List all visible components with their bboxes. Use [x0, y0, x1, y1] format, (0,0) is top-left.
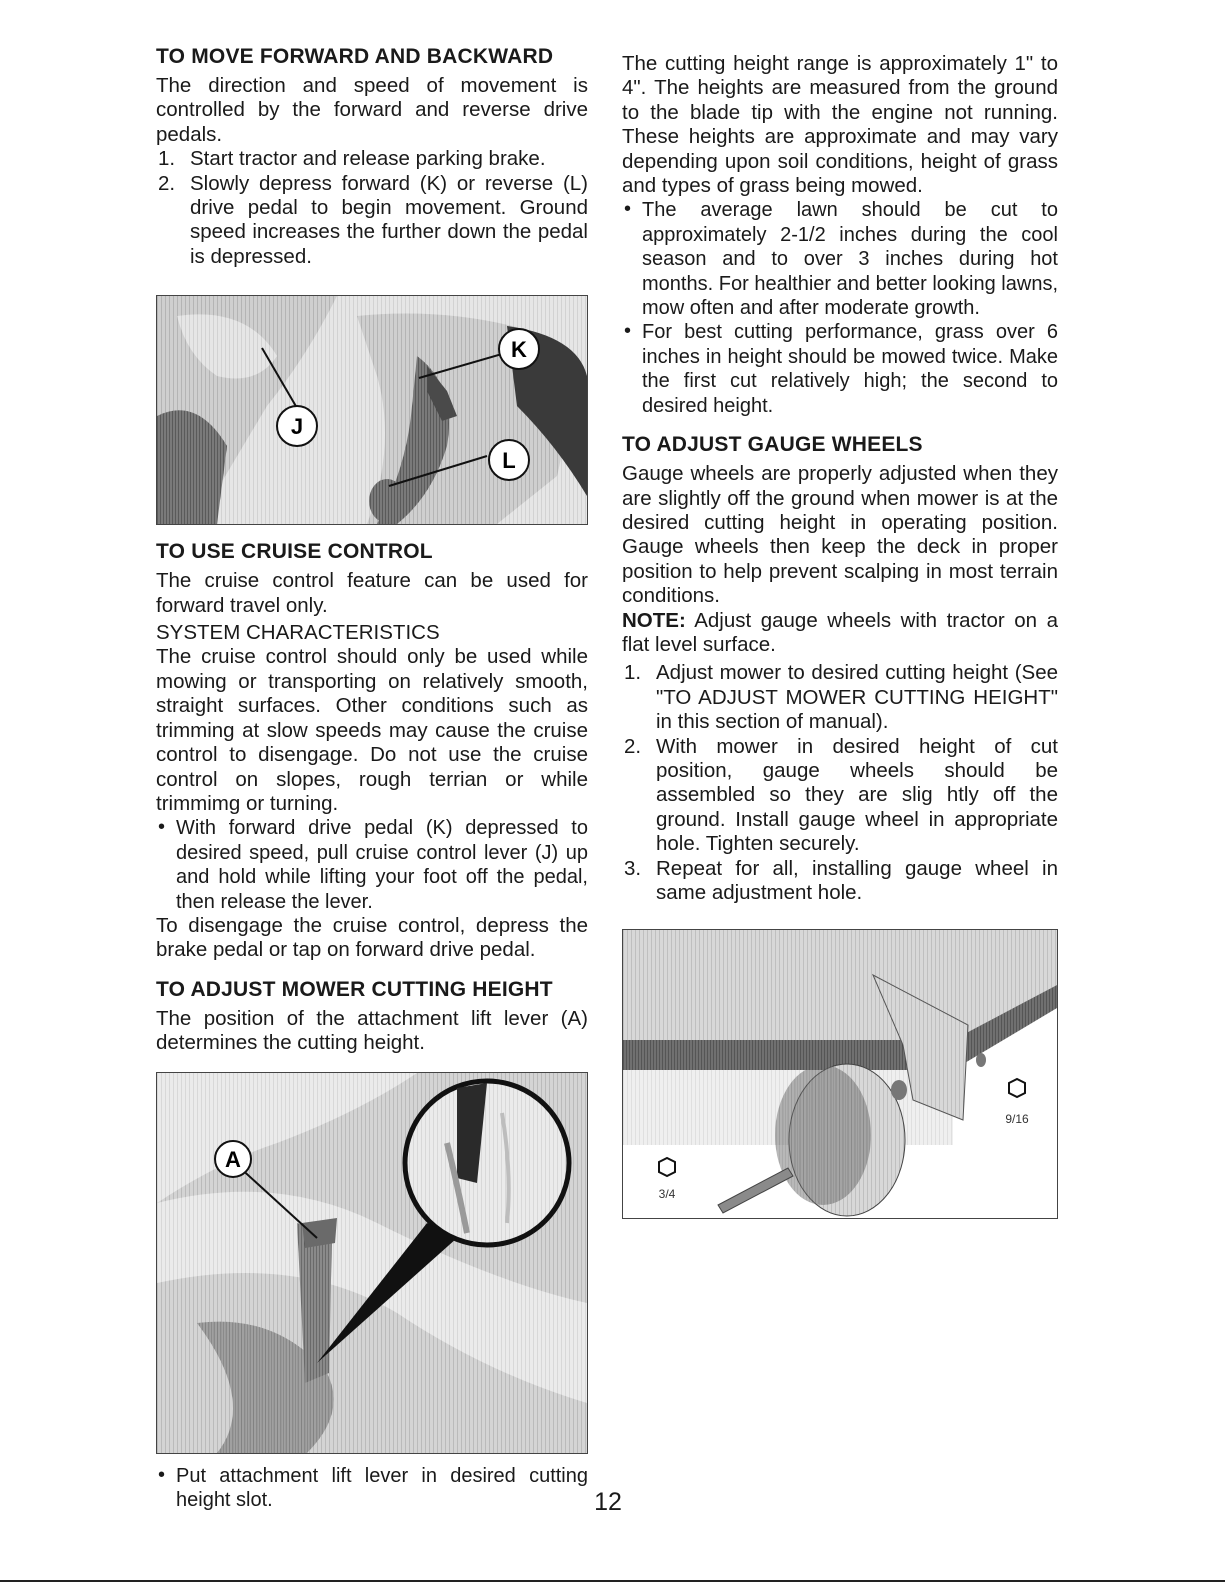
callout-j: J: [290, 414, 304, 440]
cutting-bullets: [156, 1464, 588, 1513]
cruise-subheading: SYSTEM CHARACTERISTICS: [156, 621, 440, 645]
wrench-size-9-16: 9/16: [1005, 1112, 1029, 1127]
move-intro: The direction and speed of movement is controlled by the forward and reverse drive pedals.: [156, 74, 588, 146]
move-steps: [156, 147, 588, 269]
cutting-intro: The position of the attachment lift lever (A) determines the cutting height.: [156, 1006, 588, 1055]
callout-l: L: [502, 448, 516, 474]
cruise-heading: TO USE CRUISE CONTROL: [156, 540, 433, 564]
lift-lever-figure: [156, 1072, 588, 1454]
wrench-size-3-4: 3/4: [658, 1187, 676, 1202]
gauge-step-1: 1. Adjust mower to desired cutting height (See "TO ADJUST MOWER CUTTING HEIGHT" in this section of manual).: [624, 661, 1058, 734]
gauge-wheel-figure: [622, 929, 1058, 1219]
left-column: [156, 44, 588, 1512]
cutting-heading: TO ADJUST MOWER CUTTING HEIGHT: [156, 977, 553, 1001]
bottom-rule: [0, 1580, 1225, 1582]
callout-a: A: [225, 1146, 241, 1172]
mowing-tips: [622, 198, 1058, 418]
cruise-bullets: [156, 816, 588, 914]
cruise-intro: The cruise control feature can be used for forward travel only.: [156, 569, 588, 617]
right-column: [622, 52, 1058, 1219]
move-step-1: 1. Start tractor and release parking brake.: [158, 147, 546, 171]
mowing-tip-2: • For best cutting performance, grass over 6 inches in height should be mowed twice. Make the first cut relatively high; the second to desired height.: [624, 320, 1058, 417]
gauge-steps: [622, 661, 1058, 905]
cruise-disengage: To disengage the cruise control, depress the brake pedal or tap on forward drive pedal.: [156, 913, 588, 962]
gauge-heading: TO ADJUST GAUGE WHEELS: [622, 433, 923, 457]
gauge-step-2: 2. With mower in desired height of cut position, gauge wheels should be assembled so they are slig htly off the ground. Install gauge wheel in appropriate hole. Tighten securely.: [624, 734, 1058, 856]
callout-k: K: [511, 337, 527, 363]
cutting-bullet: • Put attachment lift lever in desired cutting height slot.: [158, 1463, 588, 1511]
move-step-2: 2. Slowly depress forward (K) or reverse (L) drive pedal to begin movement. Ground speed increases the further down the pedal is depressed.: [158, 171, 588, 268]
gauge-intro: Gauge wheels are properly adjusted when they are slightly off the ground when mower is at the desired cutting height in operating position. Gauge wheels then keep the deck in proper position to help prevent scalping in most terrain conditions.: [622, 462, 1058, 608]
gauge-step-3: 3. Repeat for all, installing gauge wheel in same adjustment hole.: [624, 856, 1058, 904]
mowing-tip-1: • The average lawn should be cut to approximately 2-1/2 inches during the cool season and to over 3 inches during hot months. For healthier and better looking lawns, mow often and after moderate growth.: [624, 198, 1058, 320]
cruise-bullet: • With forward drive pedal (K) depressed to desired speed, pull cruise control lever (J) up and hold while lifting your foot off the pedal, then release the lever.: [158, 816, 588, 913]
cutting-range-text: The cutting height range is approximately 1" to 4". The heights are measured from the ground to the blade tip with the engine not running. These heights are approximate and may vary depending upon soil conditions, height of grass and types of grass being mowed.: [622, 52, 1058, 198]
gauge-note: NOTE: Adjust gauge wheels with tractor on a flat level surface.: [622, 608, 1058, 656]
page-number: 12: [594, 1488, 622, 1516]
move-heading: TO MOVE FORWARD AND BACKWARD: [156, 45, 554, 68]
cruise-body: The cruise control should only be used while mowing or transporting on relatively smooth, straight surfaces. Other conditions such as trimming at slow speeds may cause the cruise control to disengage. Do not use the cruise control on slopes, rough terrian or while trimmimg or turning.: [156, 645, 588, 815]
drive-pedals-figure: [156, 295, 588, 525]
